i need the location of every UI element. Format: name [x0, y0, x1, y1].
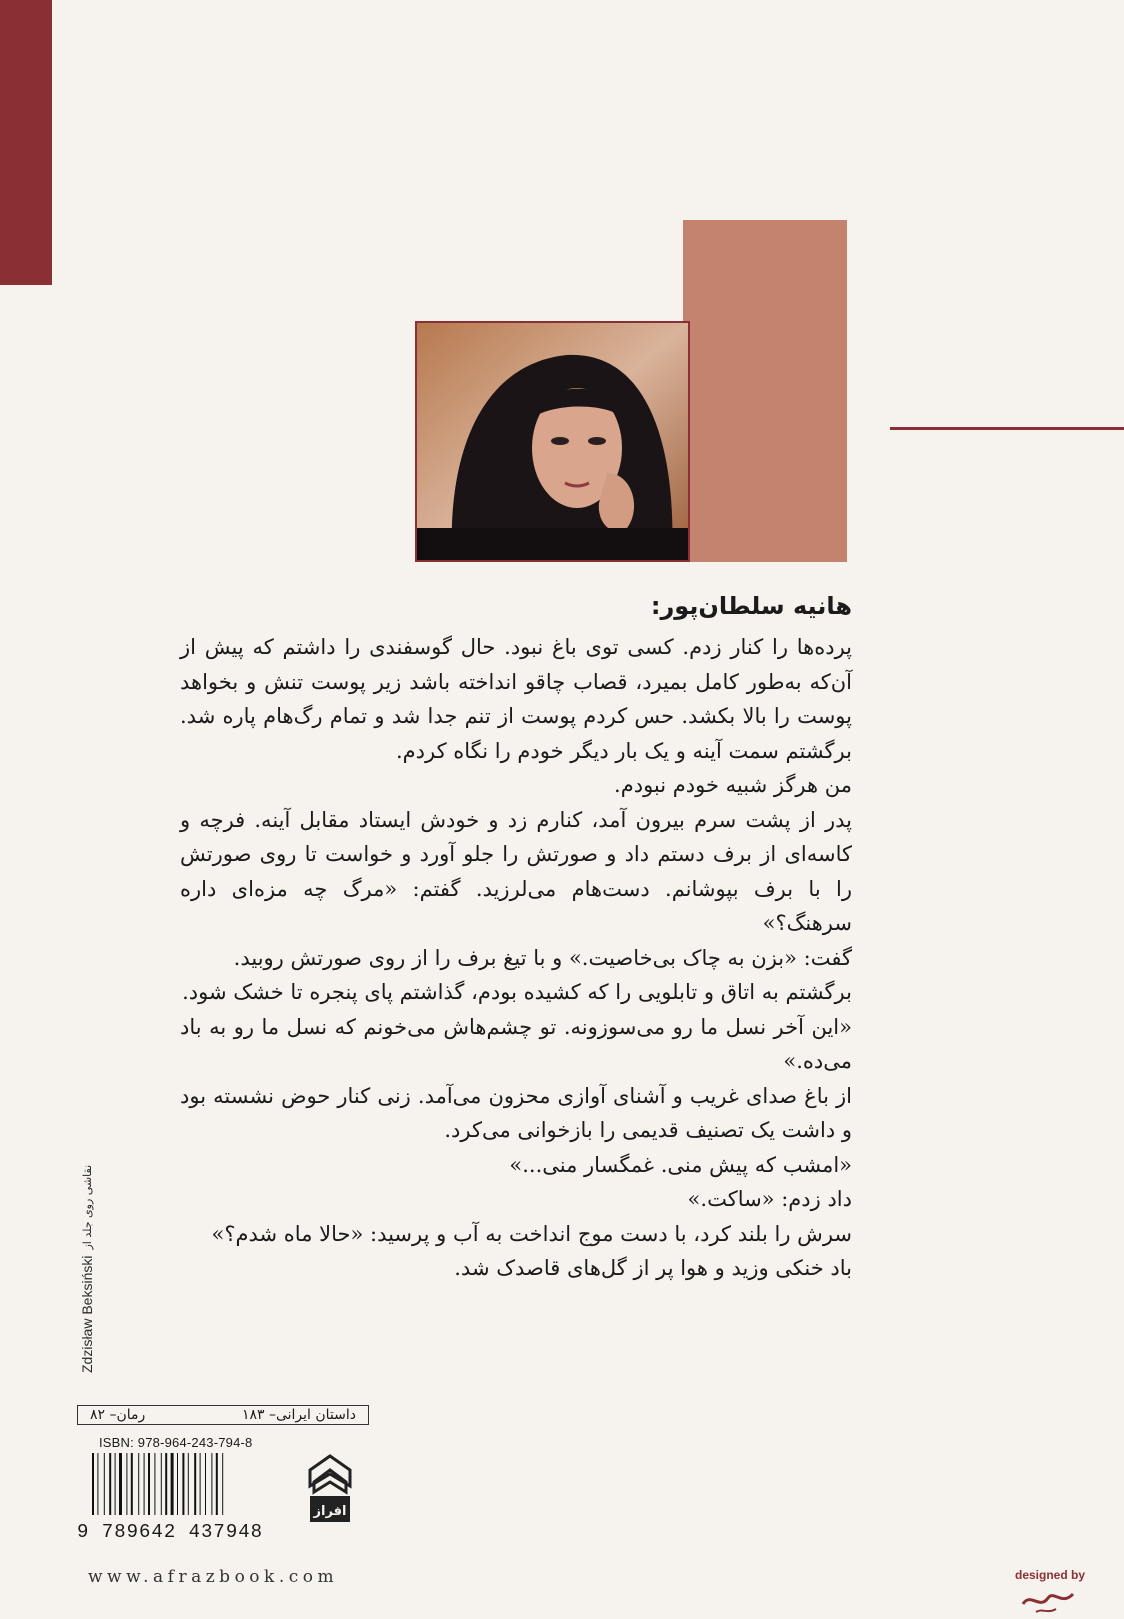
excerpt-paragraph: برگشتم به اتاق و تابلویی را که کشیده بودم، گذاشتم پای پنجره تا خشک شود. — [182, 980, 852, 1004]
author-photo — [415, 321, 690, 562]
designer-signature — [1018, 1582, 1078, 1617]
series-left: رمان– ۸۲ — [90, 1407, 146, 1423]
excerpt-paragraph: پرده‌ها را کنار زدم. کسی توی باغ نبود. حال گوسفندی را داشتم که پیش از آن‌که به‌طور کامل بمیرد، قصاب چاقو انداخته باشد زیر پوست تنش و بخواهد پوست را بالا بکشد. حس کردم پوست از تنم جدا شد و تمام رگ‌هام پاره شد. برگشتم سمت آینه و یک بار دیگر خودم را نگاه کردم. — [180, 635, 852, 763]
artist-name: Zdzisław Beksiński — [79, 1255, 95, 1373]
right-accent-line — [890, 427, 1124, 430]
series-info — [77, 1405, 369, 1425]
credit-prefix: نقاشی روی جلد از — [80, 1164, 94, 1250]
barcode-number: 9 789642 437948 — [77, 1521, 264, 1543]
publisher-logo — [298, 1452, 362, 1528]
isbn: ISBN: 978-964-243-794-8 — [99, 1435, 253, 1450]
left-accent-bar — [0, 0, 52, 285]
series-right: داستان ایرانی– ۱۸۳ — [241, 1407, 356, 1423]
author-heading: هانیه سلطان‌پور: — [650, 592, 852, 620]
cover-art-credit — [76, 1073, 98, 1373]
excerpt-paragraph: من هرگز شبیه خودم نبودم. — [614, 773, 852, 797]
excerpt-paragraph: سرش را بلند کرد، با دست موج انداخت به آب و پرسید: «حالا ماه شدم؟» — [211, 1221, 852, 1246]
excerpt-paragraph: «این آخر نسل ما رو می‌سوزونه. تو چشم‌هاش می‌خونم که نسل ما رو به باد می‌ده.» — [180, 1014, 852, 1073]
excerpt-paragraph: داد زدم: «ساکت.» — [687, 1187, 852, 1211]
excerpt-paragraph: باد خنکی وزید و هوا پر از گل‌های قاصدک شد. — [454, 1256, 852, 1280]
excerpt-paragraph: گفت: «بزن به چاک بی‌خاصیت.» و با تیغ برف را از روی صورتش روبید. — [233, 945, 852, 970]
excerpt-paragraph: از باغ صدای غریب و آشنای آوازی محزون می‌آمد. زنی کنار حوض نشسته بود و داشت یک تصنیف قدیمی را بازخوانی می‌کرد. — [180, 1083, 852, 1142]
excerpt-text — [180, 630, 852, 1286]
publisher-logo-text: افراز — [313, 1504, 347, 1519]
website: www.afrazbook.com — [88, 1567, 339, 1587]
designed-by-label: designed by — [1015, 1568, 1086, 1582]
excerpt-paragraph: پدر از پشت سرم بیرون آمد، کنارم زد و خودش ایستاد مقابل آینه. فرچه و کاسه‌ای از برف دستم داد و صورتش را جلو آورد و خواست تا روی صورتش را با برف بپوشانم. دست‌هام می‌لرزید. گفتم: «مرگ چه مزه‌ای داره سرهنگ؟» — [180, 807, 852, 935]
decorative-block — [683, 220, 847, 562]
barcode — [90, 1453, 270, 1515]
excerpt-paragraph: «امشب که پیش منی. غمگسار منی...» — [509, 1152, 852, 1177]
